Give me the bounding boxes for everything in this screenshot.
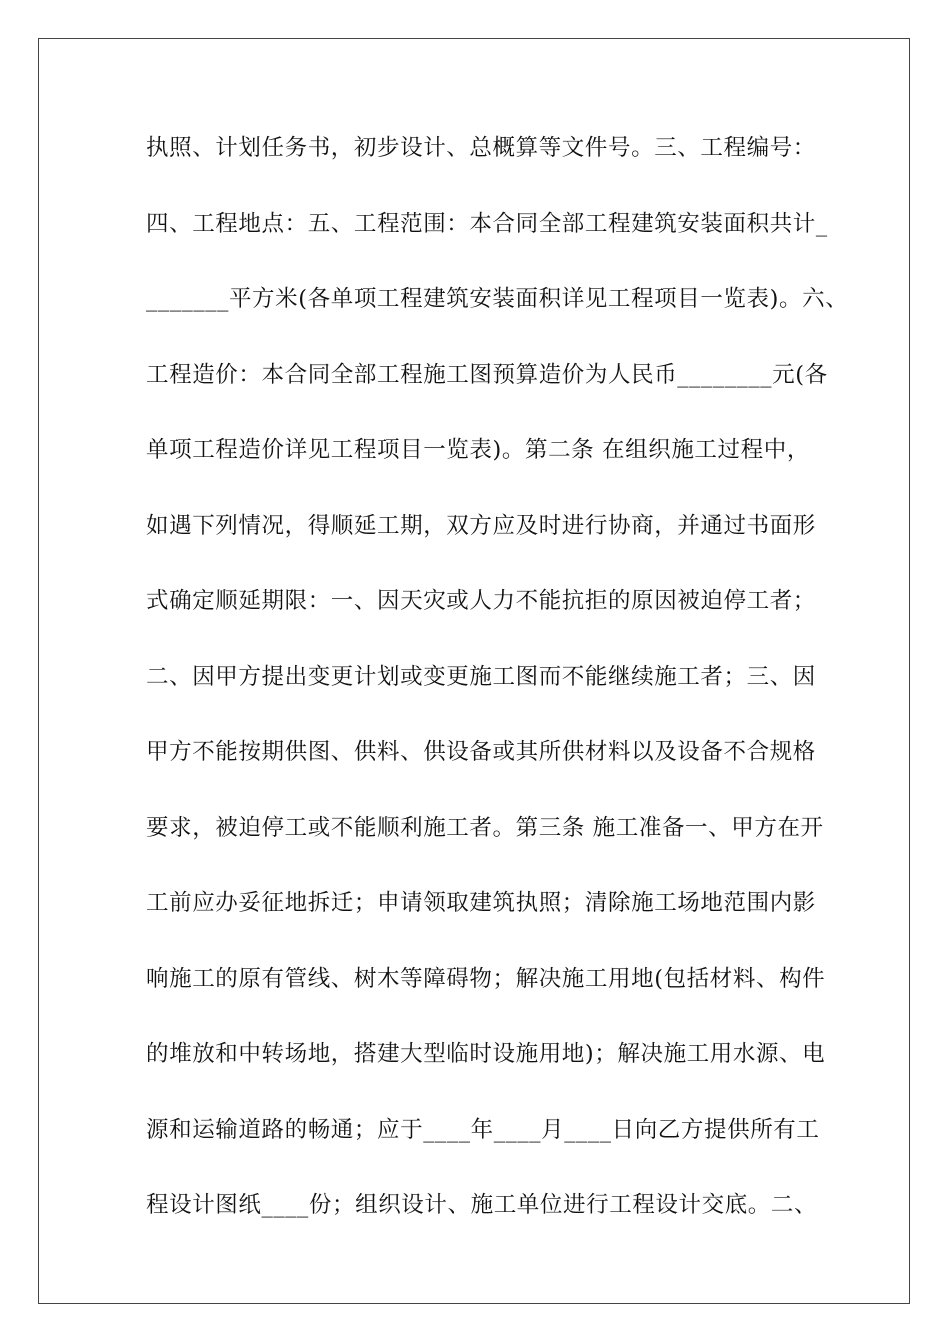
text-line: 的堆放和中转场地，搭建大型临时设施用地)；解决施工用水源、电 <box>146 1041 826 1067</box>
text-line: 式确定顺延期限：一、因天灾或人力不能抗拒的原因被迫停工者； <box>146 588 816 614</box>
text-line: 执照、计划任务书，初步设计、总概算等文件号。三、工程编号： <box>146 135 816 161</box>
document-body <box>146 128 849 1261</box>
text-line: 源和运输道路的畅通；应于____年____月____日向乙方提供所有工 <box>146 1116 820 1143</box>
text-line: _______平方米(各单项工程建筑安装面积详见工程项目一览表)。六、 <box>146 286 849 312</box>
text-line: 工前应办妥征地拆迁；申请领取建筑执照；清除施工场地范围内影 <box>146 890 816 916</box>
text-line: 程设计图纸____份；组织设计、施工单位进行工程设计交底。二、 <box>146 1192 818 1218</box>
text-line: 工程造价：本合同全部工程施工图预算造价为人民币________元(各 <box>146 361 828 388</box>
text-line: 要求，被迫停工或不能顺利施工者。第三条 施工准备一、甲方在开 <box>146 814 824 841</box>
text-line: 单项工程造价详见工程项目一览表)。第二条 在组织施工过程中， <box>146 437 810 463</box>
text-line: 四、工程地点：五、工程范围：本合同全部工程建筑安装面积共计_ <box>146 210 828 237</box>
text-line: 二、因甲方提出变更计划或变更施工图而不能继续施工者；三、因 <box>146 663 816 690</box>
text-line: 如遇下列情况，得顺延工期，双方应及时进行协商，并通过书面形 <box>146 512 816 539</box>
text-line: 甲方不能按期供图、供料、供设备或其所供材料以及设备不合规格 <box>146 739 816 765</box>
text-line: 响施工的原有管线、树木等障碍物；解决施工用地(包括材料、构件 <box>146 965 826 992</box>
